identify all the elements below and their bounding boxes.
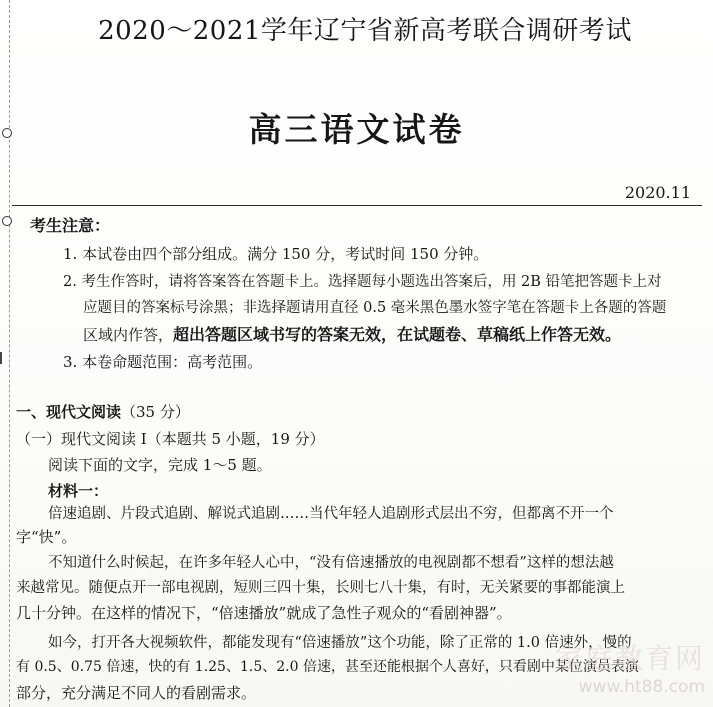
paragraph-2-line-1: 不知道什么时候起，在许多年轻人心中，“没有倍速播放的电视剧都不想看”这样的想法越 xyxy=(48,555,614,571)
paragraph-1-line-2: 字“快”。 xyxy=(16,528,77,546)
watermark-url: www.ht88.com xyxy=(578,677,705,697)
paragraph-2-line-2: 来越常见。随便点开一部电视剧，短则三四十集，长则七八十集，有时，无关紧要的事都能演上 xyxy=(16,580,625,596)
notice-item-2-line-1: 2. 考生作答时，请将答案答在答题卡上。选择题每小题选出答案后，用 2B 铅笔把答题卡上对 xyxy=(63,274,662,290)
notice-item-2-line-2: 应题目的答案标号涂黑；非选择题请用直径 0.5 毫米黑色墨水签字笔在答题卡上各题的答题 xyxy=(83,300,667,316)
section-heading xyxy=(16,401,190,422)
site-watermark xyxy=(555,637,705,697)
binding-mark xyxy=(0,352,2,364)
material-label: 材料一： xyxy=(48,482,109,500)
subsection-heading: （一）现代文阅读 Ⅰ（本题共 5 小题，19 分） xyxy=(16,430,325,448)
notice-item-3: 3. 本卷命题范围：高考范围。 xyxy=(63,353,263,371)
exam-date: 2020.11 xyxy=(624,183,691,202)
binding-hole-icon xyxy=(2,216,12,226)
notice-heading: 考生注意： xyxy=(30,216,111,235)
section-heading-title: 一、现代文阅读 xyxy=(16,403,122,421)
watermark-name: 家庭教育网 xyxy=(554,642,705,675)
paragraph-2-line-3: 几十分钟。在这样的情况下，“倍速播放”就成了急性子观众的“看剧神器”。 xyxy=(16,604,512,622)
notice-item-1: 1. 本试卷由四个部分组成。满分 150 分，考试时间 150 分钟。 xyxy=(63,245,489,263)
paragraph-3-line-2: 有 0.5、0.75 倍速，快的有 1.25、1.5、2.0 倍速，甚至还能根据个人喜好，只看剧中某位演员表演 xyxy=(16,659,639,675)
notice-emphasis: 超出答题区域书写的答案无效，在试题卷、草稿纸上作答无效。 xyxy=(173,325,622,344)
paragraph-3-line-3: 部分，充分满足不同人的看剧需求。 xyxy=(16,684,257,702)
reading-instruction: 阅读下面的文字，完成 1～5 题。 xyxy=(48,456,272,474)
exam-subtitle: 高三语文试卷 xyxy=(248,110,465,149)
paragraph-3-line-1: 如今，打开各大视频软件，都能发现有“倍速播放”这个功能，除了正常的 1.0 倍速外，慢的 xyxy=(48,635,632,651)
notice-item-2-line-3-text: 区域内作答， xyxy=(83,326,174,344)
section-heading-score: （35 分） xyxy=(121,403,190,421)
notice-item-2-line-3 xyxy=(83,322,621,345)
paragraph-1-line-1: 倍速追剧、片段式追剧、解说式追剧……当代年轻人追剧形式层出不穷，但都离不开一个 xyxy=(48,506,614,522)
exam-title: 2020～2021学年辽宁省新高考联合调研考试 xyxy=(98,16,632,46)
header-divider xyxy=(12,205,702,206)
